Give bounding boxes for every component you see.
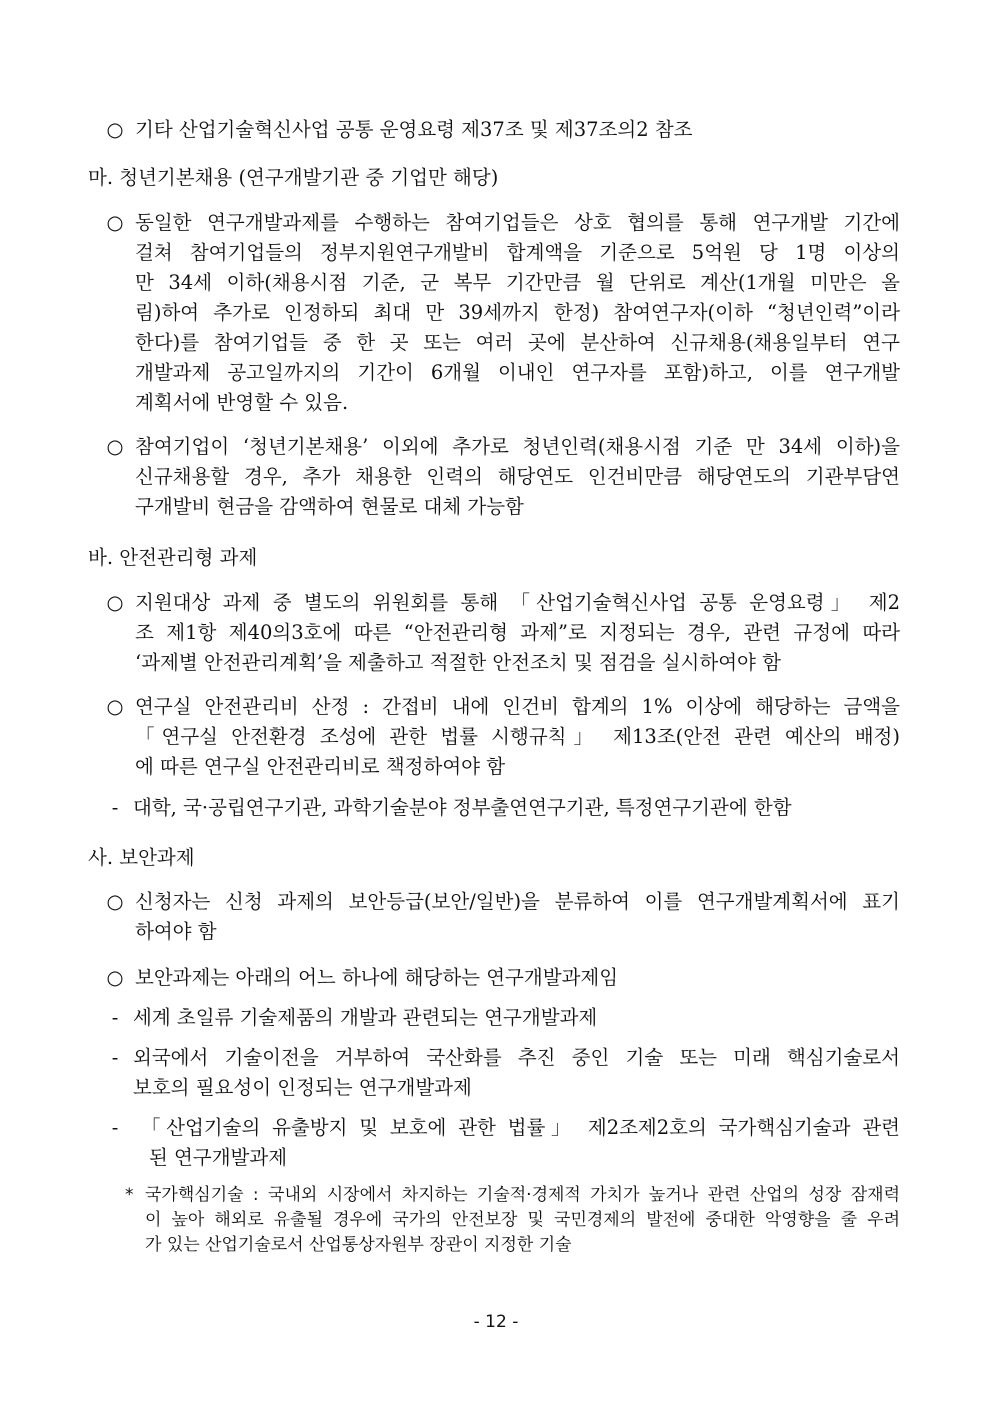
- section-heading-ma: 마. 청년기본채용 (연구개발기관 중 기업만 해당): [88, 166, 499, 189]
- dash-bullet-icon: -: [111, 1046, 119, 1069]
- sa-item-3: [105, 1003, 900, 1035]
- ma-item-1-line-3: 만 34세 이하(채용시점 기준, 군 복무 기간만큼 월 단위로 계산(1개월 미만은 올: [135, 271, 900, 294]
- dash-bullet-icon: -: [111, 1116, 119, 1139]
- circle-bullet-icon: ○: [106, 890, 124, 913]
- footnote-line-1: 국가핵심기술 : 국내외 시장에서 차지하는 기술적·경제적 가치가 높거나 관련 산업의 성장 잠재력: [145, 1185, 900, 1205]
- sa-item-4: [105, 1043, 900, 1105]
- dash-bullet-icon: -: [111, 1006, 119, 1029]
- footnote-line-3: 가 있는 산업기술로서 산업통상자원부 장관이 지정한 기술: [145, 1235, 572, 1255]
- ba-item-1-line-2: 조 제1항 제40의3호에 따른 “안전관리형 과제”로 지정되는 경우, 관련 규정에 따라: [135, 621, 900, 644]
- circle-bullet-icon: ○: [106, 211, 124, 234]
- footnote-line-2: 이 높아 해외로 유출될 경우에 국가의 안전보장 및 국민경제의 발전에 중대한 악영향을 줄 우려: [145, 1210, 900, 1230]
- asterisk-mark: *: [125, 1185, 134, 1205]
- sa-item-1: [105, 887, 900, 949]
- ma-item-1-line-5: 한다)를 참여기업들 중 한 곳 또는 여러 곳에 분산하여 신규채용(채용일부터 연구: [135, 331, 900, 354]
- circle-bullet-icon: ○: [106, 591, 124, 614]
- circle-bullet-icon: ○: [106, 695, 124, 718]
- sa-item-2-line-1: 보안과제는 아래의 어느 하나에 해당하는 연구개발과제임: [135, 966, 619, 989]
- sa-item-5-line-1: 「산업기술의 유출방지 및 보호에 관한 법률」 제2조제2호의 국가핵심기술과 관련: [141, 1116, 900, 1139]
- circle-bullet-icon: ○: [106, 435, 124, 458]
- sa-item-5-line-2: 된 연구개발과제: [149, 1146, 288, 1169]
- dash-bullet-icon: -: [111, 796, 119, 819]
- ba-item-1-line-3: ‘과제별 안전관리계획’을 제출하고 적절한 안전조치 및 점검을 실시하여야 함: [135, 651, 781, 674]
- ma-item-1-line-2: 걸쳐 참여기업들의 정부지원연구개발비 합계액을 기준으로 5억원 당 1명 이상의: [135, 241, 900, 264]
- sa-item-4-line-2: 보호의 필요성이 인정되는 연구개발과제: [133, 1076, 472, 1099]
- ma-item-2-line-1: 참여기업이 ‘청년기본채용’ 이외에 추가로 청년인력(채용시점 기준 만 34세 이하)을: [135, 435, 900, 458]
- ma-item-1-line-1: 동일한 연구개발과제를 수행하는 참여기업들은 상호 협의를 통해 연구개발 기간에: [135, 211, 900, 234]
- section-heading-sa: 사. 보안과제: [88, 846, 195, 869]
- page-number: - 12 -: [473, 1312, 519, 1332]
- section-heading-ba: 바. 안전관리형 과제: [88, 546, 258, 569]
- sa-item-1-line-1: 신청자는 신청 과제의 보안등급(보안/일반)을 분류하여 이를 연구개발계획서에 표기: [135, 890, 900, 913]
- sa-item-2: [105, 963, 900, 995]
- ba-item-1: [105, 588, 900, 680]
- ma-item-2-line-3: 구개발비 현금을 감액하여 현물로 대체 가능함: [135, 495, 524, 518]
- lead-text: 기타 산업기술혁신사업 공통 운영요령 제37조 및 제37조의2 참조: [135, 118, 693, 141]
- ma-item-1-line-4: 림)하여 추가로 인정하되 최대 만 39세까지 한정) 참여연구자(이하 “청년인력”이라: [135, 301, 900, 324]
- circle-bullet-icon: ○: [106, 118, 124, 141]
- ma-item-1-line-6: 개발과제 공고일까지의 기간이 6개월 이내인 연구자를 포함)하고, 이를 연구개발: [135, 361, 900, 384]
- ba-item-3-line-1: 대학, 국·공립연구기관, 과학기술분야 정부출연연구기관, 특정연구기관에 한함: [133, 796, 792, 819]
- sa-item-5: [105, 1113, 900, 1175]
- ma-item-2: [105, 432, 900, 524]
- ma-item-1: [105, 208, 900, 423]
- ba-item-2-line-3: 에 따른 연구실 안전관리비로 책정하여야 함: [135, 755, 506, 778]
- ba-item-2: [105, 692, 900, 784]
- ma-item-2-line-2: 신규채용할 경우, 추가 채용한 인력의 해당연도 인건비만큼 해당연도의 기관부담연: [135, 465, 900, 488]
- sa-item-3-line-1: 세계 초일류 기술제품의 개발과 관련되는 연구개발과제: [133, 1006, 598, 1029]
- ma-item-1-line-7: 계획서에 반영할 수 있음.: [135, 391, 349, 414]
- footnote: [125, 1183, 900, 1263]
- ba-item-1-line-1: 지원대상 과제 중 별도의 위원회를 통해 「산업기술혁신사업 공통 운영요령」 제2: [135, 591, 900, 614]
- ba-item-2-line-2: 「연구실 안전환경 조성에 관한 법률 시행규칙」 제13조(안전 관련 예산의 배정): [135, 725, 900, 748]
- sa-item-1-line-2: 하여야 함: [135, 920, 217, 943]
- circle-bullet-icon: ○: [106, 966, 124, 989]
- sa-item-4-line-1: 외국에서 기술이전을 거부하여 국산화를 추진 중인 기술 또는 미래 핵심기술로서: [133, 1046, 900, 1069]
- ba-item-2-line-1: 연구실 안전관리비 산정 : 간접비 내에 인건비 합계의 1% 이상에 해당하는 금액을: [135, 695, 900, 718]
- ba-item-3: [105, 793, 900, 825]
